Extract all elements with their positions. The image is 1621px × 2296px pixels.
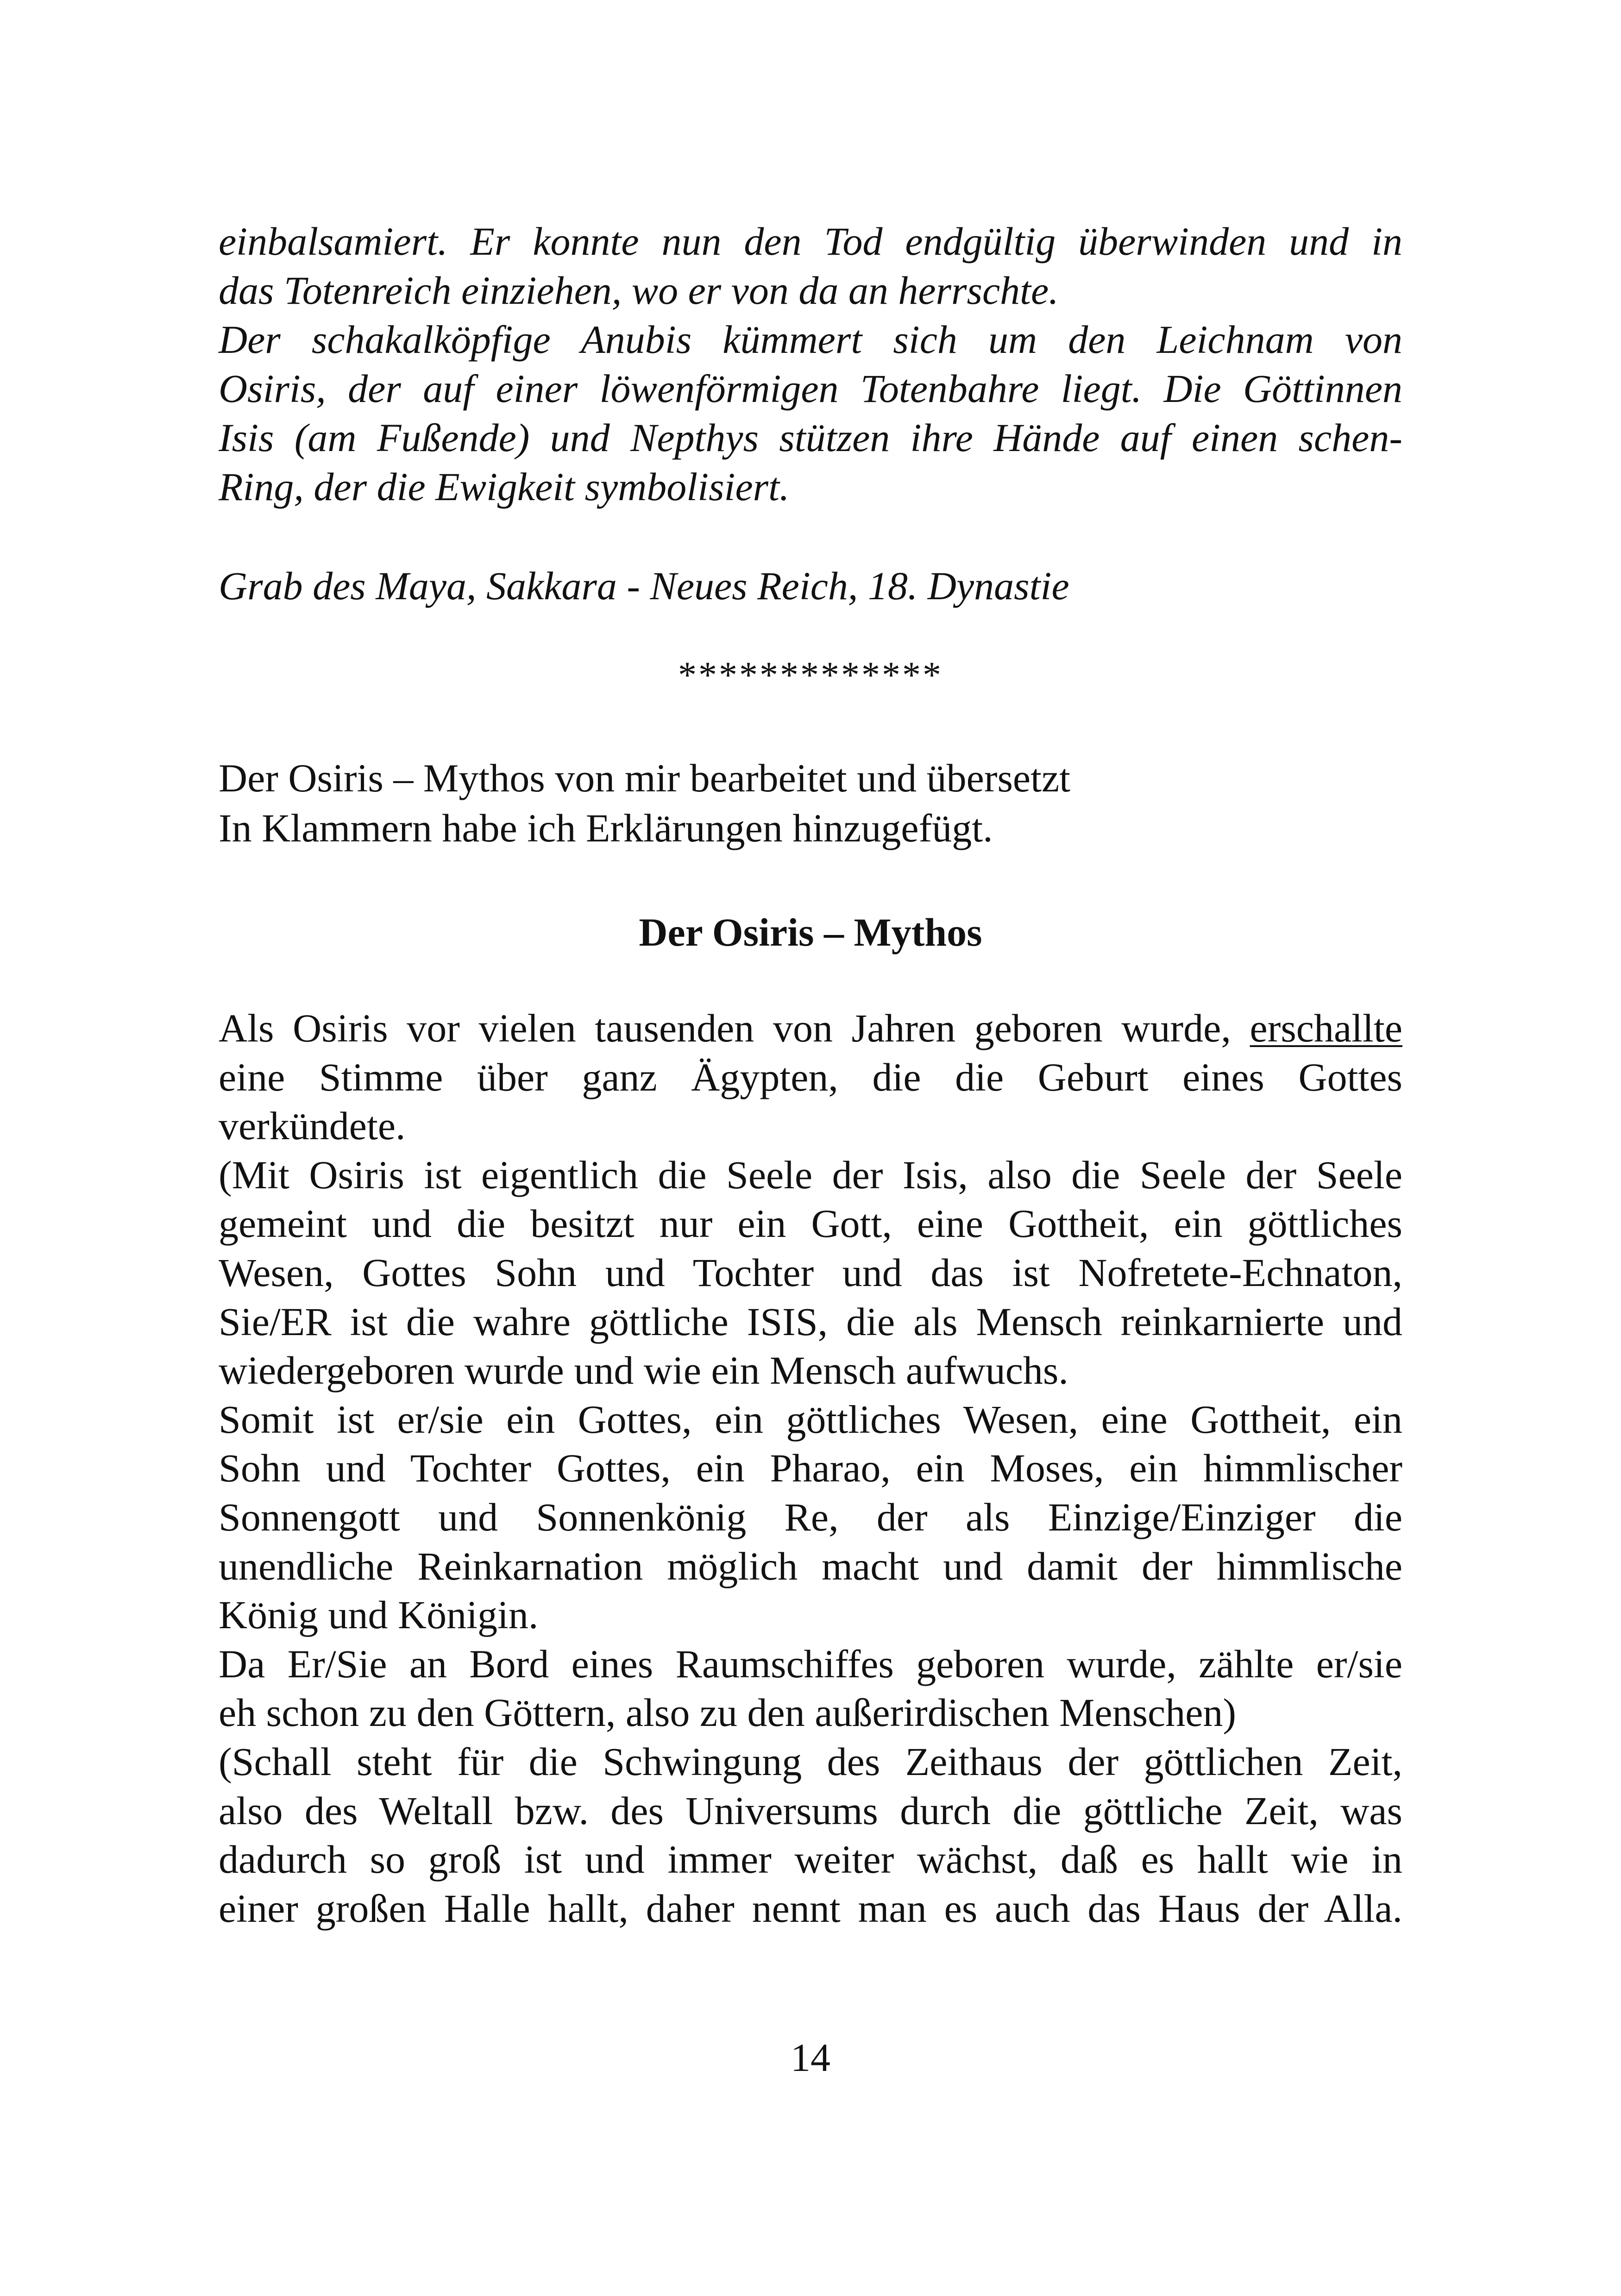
note-line: Der Osiris – Mythos von mir bearbeitet und übersetzt: [219, 756, 1071, 800]
intro-line: Ring, der die Ewigkeit symbolisiert.: [219, 464, 790, 509]
body-line: König und Königin.: [219, 1593, 539, 1637]
note-line: In Klammern habe ich Erklärungen hinzugefügt.: [219, 806, 993, 850]
body-line: dadurch so groß ist und immer weiter wächst, daß es hallt wie in: [219, 1837, 1402, 1882]
caption-text: Grab des Maya, Sakkara - Neues Reich, 18. Dynastie: [219, 564, 1069, 608]
body-line: Somit ist er/sie ein Gottes, ein göttliches Wesen, eine Gottheit, ein: [219, 1397, 1402, 1442]
body-line: Sohn und Tochter Gottes, ein Pharao, ein Moses, ein himmlischer: [219, 1446, 1402, 1491]
body-line: (Mit Osiris ist eigentlich die Seele der Isis, also die Seele der Seele: [219, 1152, 1402, 1197]
translator-note: [219, 753, 1402, 853]
intro-paragraph: [219, 217, 1402, 511]
image-caption: [219, 561, 1402, 610]
section-heading: Der Osiris – Mythos: [639, 910, 982, 954]
body-line: einer großen Halle hallt, daher nennt man es auch das Haus der Alla.: [219, 1886, 1402, 1931]
section-separator: *************: [678, 655, 943, 696]
body-paragraph: [219, 1004, 1402, 1933]
body-line: verkündete.: [219, 1104, 406, 1148]
body-line: Sonnengott und Sonnenkönig Re, der als Einzige/Einziger die: [219, 1494, 1402, 1539]
body-line: Da Er/Sie an Bord eines Raumschiffes geboren wurde, zählte er/sie: [219, 1641, 1402, 1686]
body-line: also des Weltall bzw. des Universums durch die göttliche Zeit, was: [219, 1788, 1402, 1833]
intro-line: das Totenreich einziehen, wo er von da an herrschte.: [219, 268, 1059, 313]
body-line: Wesen, Gottes Sohn und Tochter und das ist Nofretete-Echnaton,: [219, 1250, 1402, 1295]
underlined-word: erschallte: [1250, 1006, 1403, 1050]
intro-line: Isis (am Fußende) und Nepthys stützen ihre Hände auf einen schen-: [219, 415, 1402, 460]
body-line: unendliche Reinkarnation möglich macht und damit der himmlische: [219, 1543, 1402, 1588]
body-line: Sie/ER ist die wahre göttliche ISIS, die als Mensch reinkarnierte und: [219, 1299, 1402, 1344]
body-line: eh schon zu den Göttern, also zu den außerirdischen Menschen): [219, 1690, 1237, 1735]
body-line: eine Stimme über ganz Ägypten, die die Geburt eines Gottes: [219, 1054, 1402, 1099]
intro-line: Osiris, der auf einer löwenförmigen Totenbahre liegt. Die Göttinnen: [219, 366, 1402, 411]
intro-line: Der schakalköpfige Anubis kümmert sich um den Leichnam von: [219, 317, 1402, 362]
body-line: [219, 1004, 1402, 1053]
intro-line: einbalsamiert. Er konnte nun den Tod endgültig überwinden und in: [219, 219, 1402, 263]
body-line: wiedergeboren wurde und wie ein Mensch aufwuchs.: [219, 1348, 1068, 1393]
body-line: (Schall steht für die Schwingung des Zeithaus der göttlichen Zeit,: [219, 1739, 1402, 1784]
body-line-text: Als Osiris vor vielen tausenden von Jahren geboren wurde,: [219, 1006, 1231, 1050]
body-line: gemeint und die besitzt nur ein Gott, eine Gottheit, ein göttliches: [219, 1201, 1402, 1246]
page-number: 14: [791, 2035, 830, 2080]
